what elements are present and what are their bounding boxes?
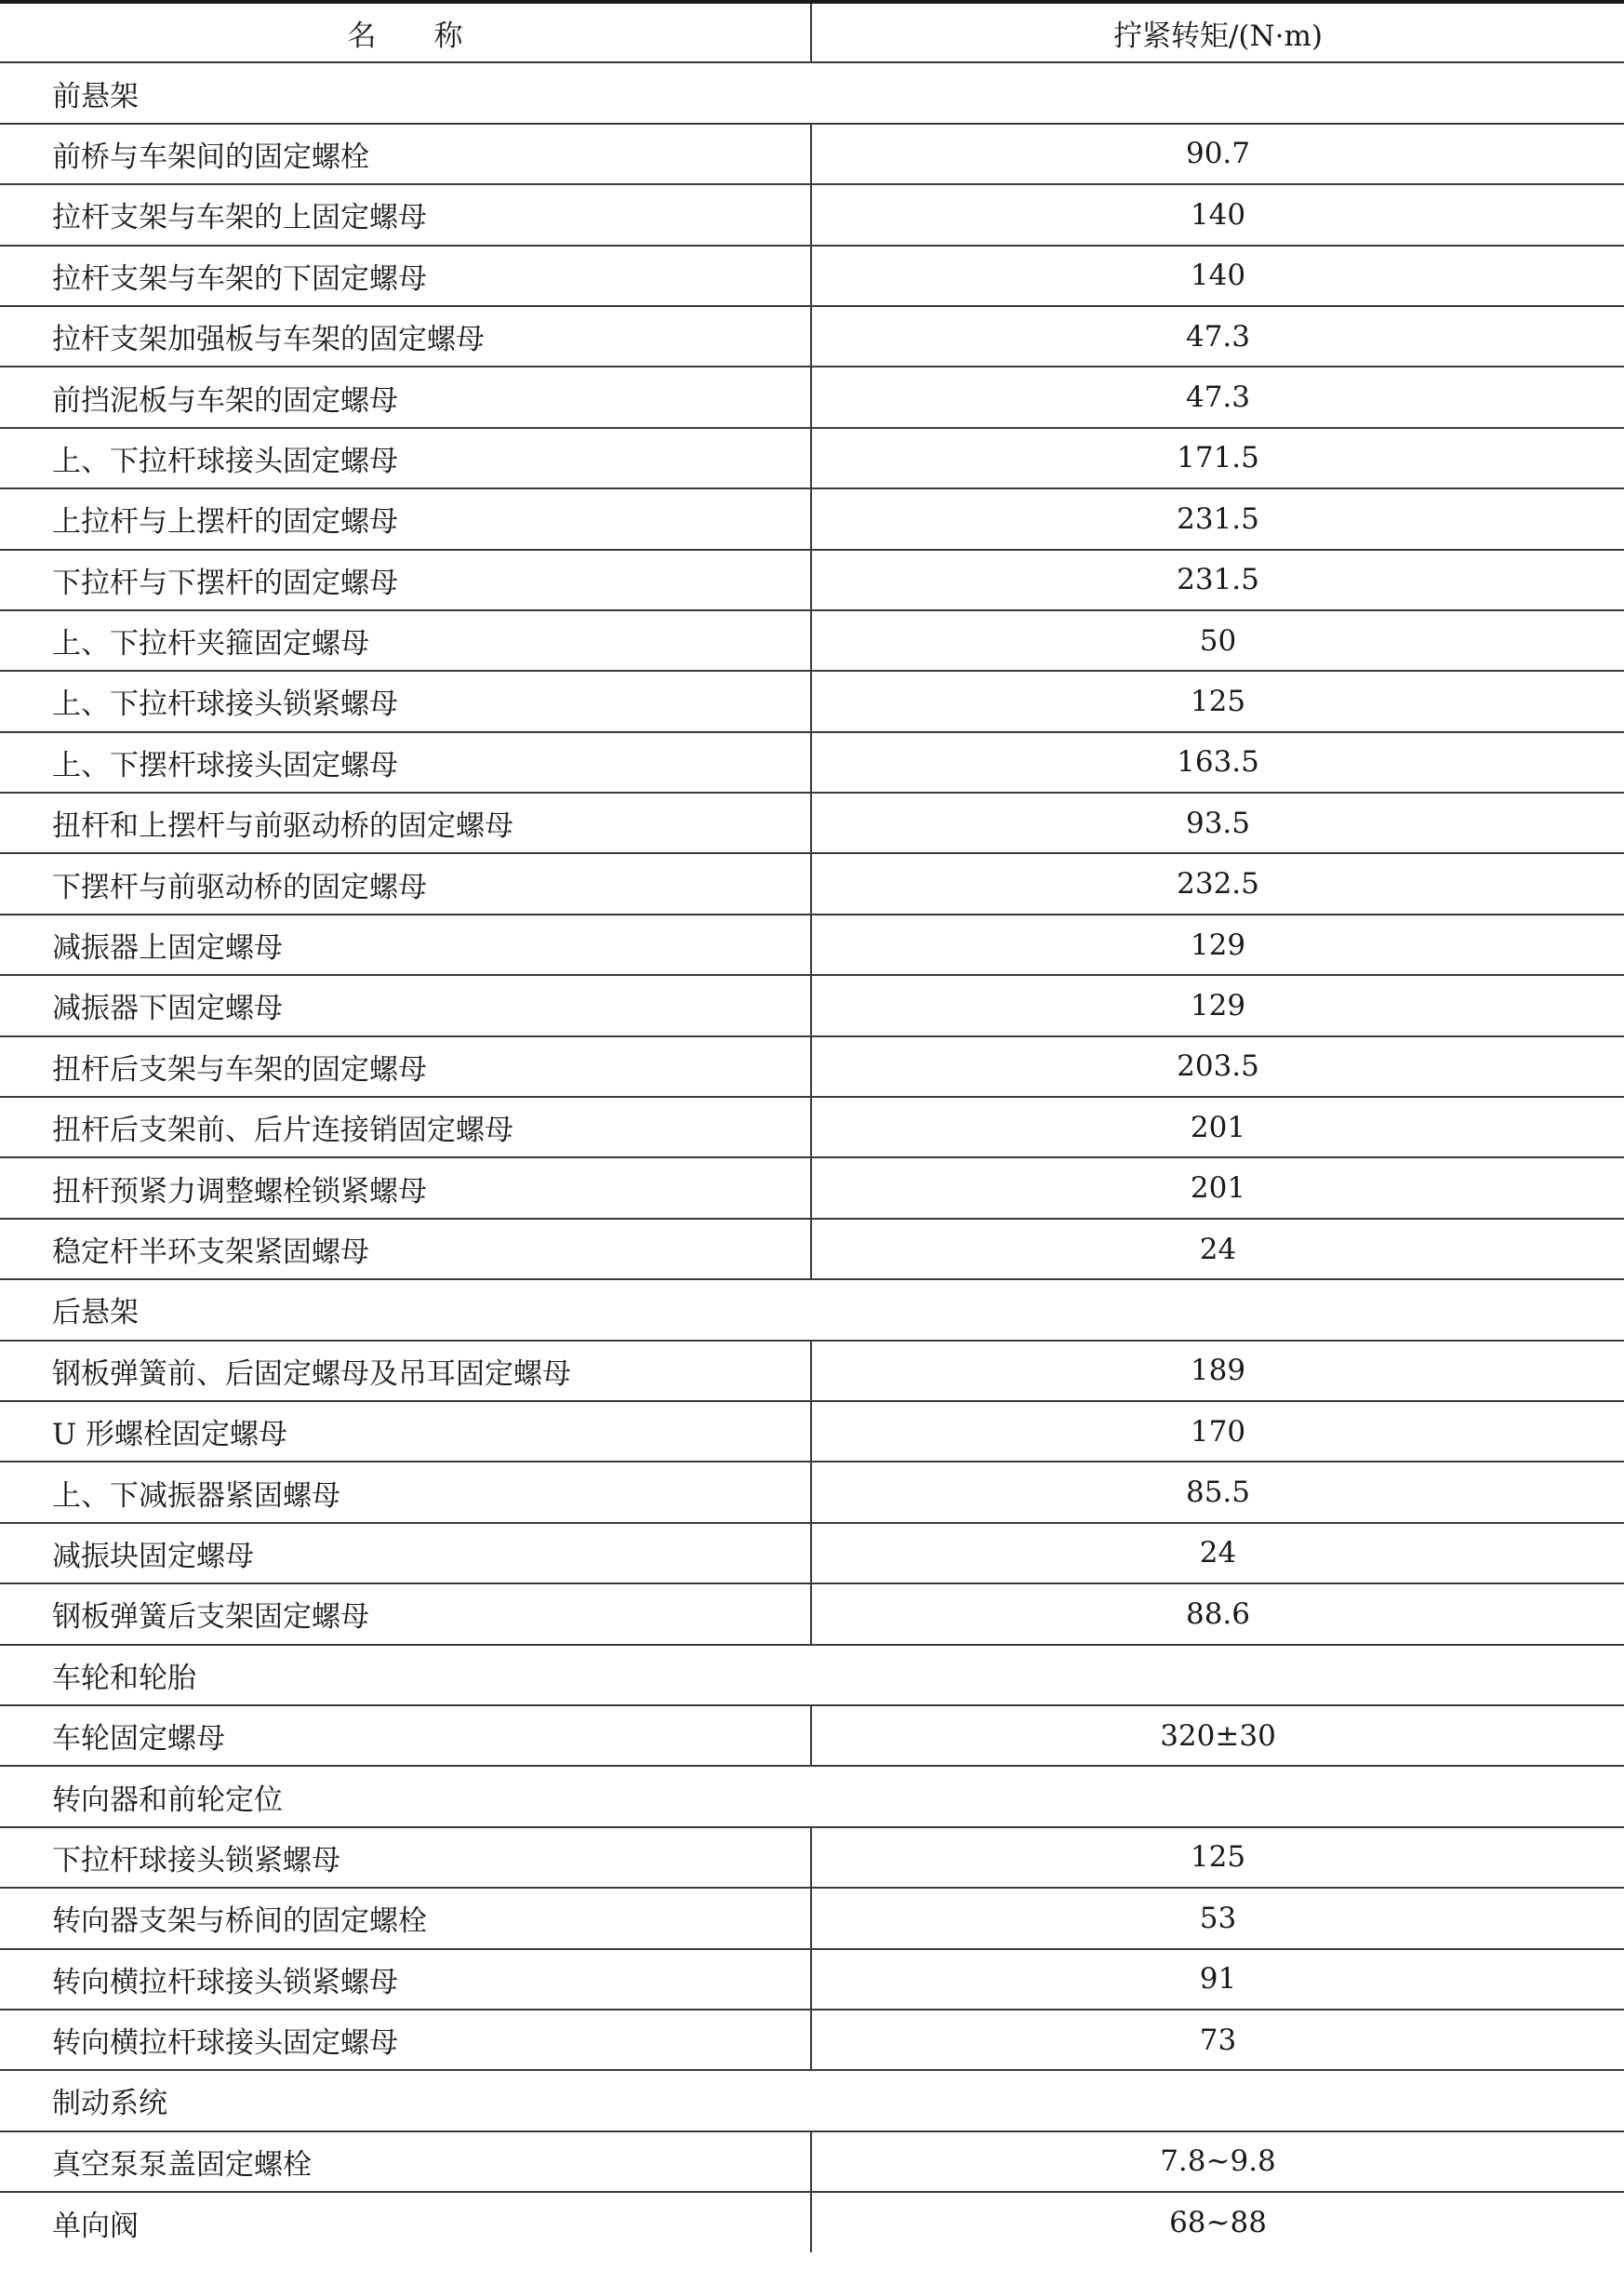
- table-header: [0, 2, 1624, 62]
- section-title: 车轮和轮胎: [0, 1645, 1624, 1705]
- part-name-cell: 上、下摆杆球接头固定螺母: [0, 732, 811, 793]
- part-name-cell: 真空泵泵盖固定螺栓: [0, 2131, 811, 2192]
- torque-value-cell: 140: [811, 184, 1624, 245]
- section-row: [0, 1279, 1624, 1340]
- part-name-cell: 拉杆支架与车架的上固定螺母: [0, 184, 811, 245]
- part-name-cell: 减振器上固定螺母: [0, 915, 811, 975]
- table-row: [0, 1157, 1624, 1218]
- table-row: [0, 246, 1624, 306]
- torque-value-cell: 203.5: [811, 1036, 1624, 1097]
- part-name-cell: 上、下拉杆球接头固定螺母: [0, 428, 811, 488]
- part-name-cell: 扭杆后支架与车架的固定螺母: [0, 1036, 811, 1097]
- section-title: 制动系统: [0, 2070, 1624, 2130]
- torque-value-cell: 231.5: [811, 550, 1624, 610]
- part-name-cell: 下拉杆与下摆杆的固定螺母: [0, 550, 811, 610]
- torque-value-cell: 24: [811, 1219, 1624, 1279]
- section-row: [0, 2070, 1624, 2130]
- table-row: [0, 1036, 1624, 1097]
- table-row: [0, 1523, 1624, 1583]
- part-name-cell: 扭杆和上摆杆与前驱动桥的固定螺母: [0, 793, 811, 853]
- torque-value-cell: 125: [811, 671, 1624, 731]
- torque-value-cell: 47.3: [811, 306, 1624, 367]
- torque-value-cell: 91: [811, 1949, 1624, 2010]
- torque-value-cell: 68~88: [1169, 2206, 1267, 2240]
- table-row: [0, 1949, 1624, 2010]
- torque-value-cell: 201: [811, 1157, 1624, 1218]
- table-row: [0, 975, 1624, 1035]
- part-name-cell: 扭杆预紧力调整螺栓锁紧螺母: [0, 1157, 811, 1218]
- part-name-cell: 减振器下固定螺母: [0, 975, 811, 1035]
- part-name-cell: 拉杆支架加强板与车架的固定螺母: [0, 306, 811, 367]
- part-name-cell: 单向阀: [0, 2192, 811, 2252]
- table-row: [0, 1341, 1624, 1401]
- part-name-cell: 下拉杆球接头锁紧螺母: [0, 1827, 811, 1888]
- table-row: [0, 671, 1624, 731]
- part-name-cell: 上、下拉杆球接头锁紧螺母: [0, 671, 811, 731]
- torque-value-cell: 171.5: [811, 428, 1624, 488]
- table-row: [0, 550, 1624, 610]
- header-name: 名称: [0, 2, 811, 62]
- torque-value-cell: 24: [811, 1523, 1624, 1583]
- section-row: [0, 1766, 1624, 1826]
- part-name-cell: 下摆杆与前驱动桥的固定螺母: [0, 853, 811, 914]
- torque-value-cell: 231.5: [811, 488, 1624, 549]
- torque-value-cell: 170: [811, 1401, 1624, 1462]
- part-name-cell: 钢板弹簧后支架固定螺母: [0, 1583, 811, 1644]
- torque-value-cell: 163.5: [811, 732, 1624, 793]
- torque-value-cell: 7.8~9.8: [811, 2131, 1624, 2192]
- torque-value-cell: 320±30: [811, 1705, 1624, 1766]
- part-name-cell: 钢板弹簧前、后固定螺母及吊耳固定螺母: [0, 1341, 811, 1401]
- part-name-cell: 稳定杆半环支架紧固螺母: [0, 1219, 811, 1279]
- table-row: [0, 367, 1624, 427]
- section-title: 后悬架: [0, 1279, 1624, 1340]
- section-row: [0, 1645, 1624, 1705]
- part-name-cell: 前挡泥板与车架的固定螺母: [0, 367, 811, 427]
- torque-value-cell: 189: [811, 1341, 1624, 1401]
- table-row: [0, 732, 1624, 793]
- table-row: [0, 2131, 1624, 2192]
- table-row: [0, 2192, 1624, 2252]
- table-row: [0, 853, 1624, 914]
- table-row: [0, 793, 1624, 853]
- torque-value-cell: 129: [811, 975, 1624, 1035]
- table-row: [0, 915, 1624, 975]
- table-row: [0, 2010, 1624, 2070]
- part-name-cell: 转向横拉杆球接头锁紧螺母: [0, 1949, 811, 2010]
- part-name-cell: 前桥与车架间的固定螺栓: [0, 124, 811, 184]
- torque-value-cell: 53: [811, 1888, 1624, 1948]
- header-row: [0, 2, 1624, 62]
- torque-value-cell: 129: [811, 915, 1624, 975]
- table-row: [0, 124, 1624, 184]
- part-name-cell: 上、下拉杆夹箍固定螺母: [0, 610, 811, 671]
- table-row: [0, 1097, 1624, 1157]
- part-name-cell: 减振块固定螺母: [0, 1523, 811, 1583]
- part-name-cell: 拉杆支架与车架的下固定螺母: [0, 246, 811, 306]
- table-row: [0, 1827, 1624, 1888]
- torque-value-cell: 47.3: [811, 367, 1624, 427]
- table-row: [0, 1219, 1624, 1279]
- torque-value-cell: 93.5: [811, 793, 1624, 853]
- torque-value-cell: 232.5: [811, 853, 1624, 914]
- torque-value-cell: 88.6: [811, 1583, 1624, 1644]
- table-row: [0, 184, 1624, 245]
- table-row: [0, 610, 1624, 671]
- table-row: [0, 1401, 1624, 1462]
- table-row: [0, 488, 1624, 549]
- torque-value-cell: 140: [811, 246, 1624, 306]
- table-row: [0, 428, 1624, 488]
- section-title: 前悬架: [0, 62, 1624, 123]
- part-name-cell: 上拉杆与上摆杆的固定螺母: [0, 488, 811, 549]
- torque-value-cell: 201: [811, 1097, 1624, 1157]
- torque-value-cell: 85.5: [811, 1462, 1624, 1522]
- part-name-cell: 转向器支架与桥间的固定螺栓: [0, 1888, 811, 1948]
- torque-value-cell: 90.7: [811, 124, 1624, 184]
- part-name-cell: 车轮固定螺母: [0, 1705, 811, 1766]
- torque-value-cell: 73: [811, 2010, 1624, 2070]
- table-row: [0, 1462, 1624, 1522]
- section-title: 转向器和前轮定位: [0, 1766, 1624, 1826]
- table-row: [0, 1705, 1624, 1766]
- table-row: [0, 1888, 1624, 1948]
- part-name-cell: 上、下减振器紧固螺母: [0, 1462, 811, 1522]
- header-torque: 拧紧转矩/(N·m): [811, 2, 1624, 62]
- torque-value-cell: 50: [811, 610, 1624, 671]
- section-row: [0, 62, 1624, 123]
- table-row: [0, 306, 1624, 367]
- table-body: [0, 62, 1624, 2252]
- torque-value-cell: 125: [811, 1827, 1624, 1888]
- part-name-cell: U 形螺栓固定螺母: [0, 1401, 811, 1462]
- part-name-cell: 转向横拉杆球接头固定螺母: [0, 2010, 811, 2070]
- part-name-cell: 扭杆后支架前、后片连接销固定螺母: [0, 1097, 811, 1157]
- table-row: [0, 1583, 1624, 1644]
